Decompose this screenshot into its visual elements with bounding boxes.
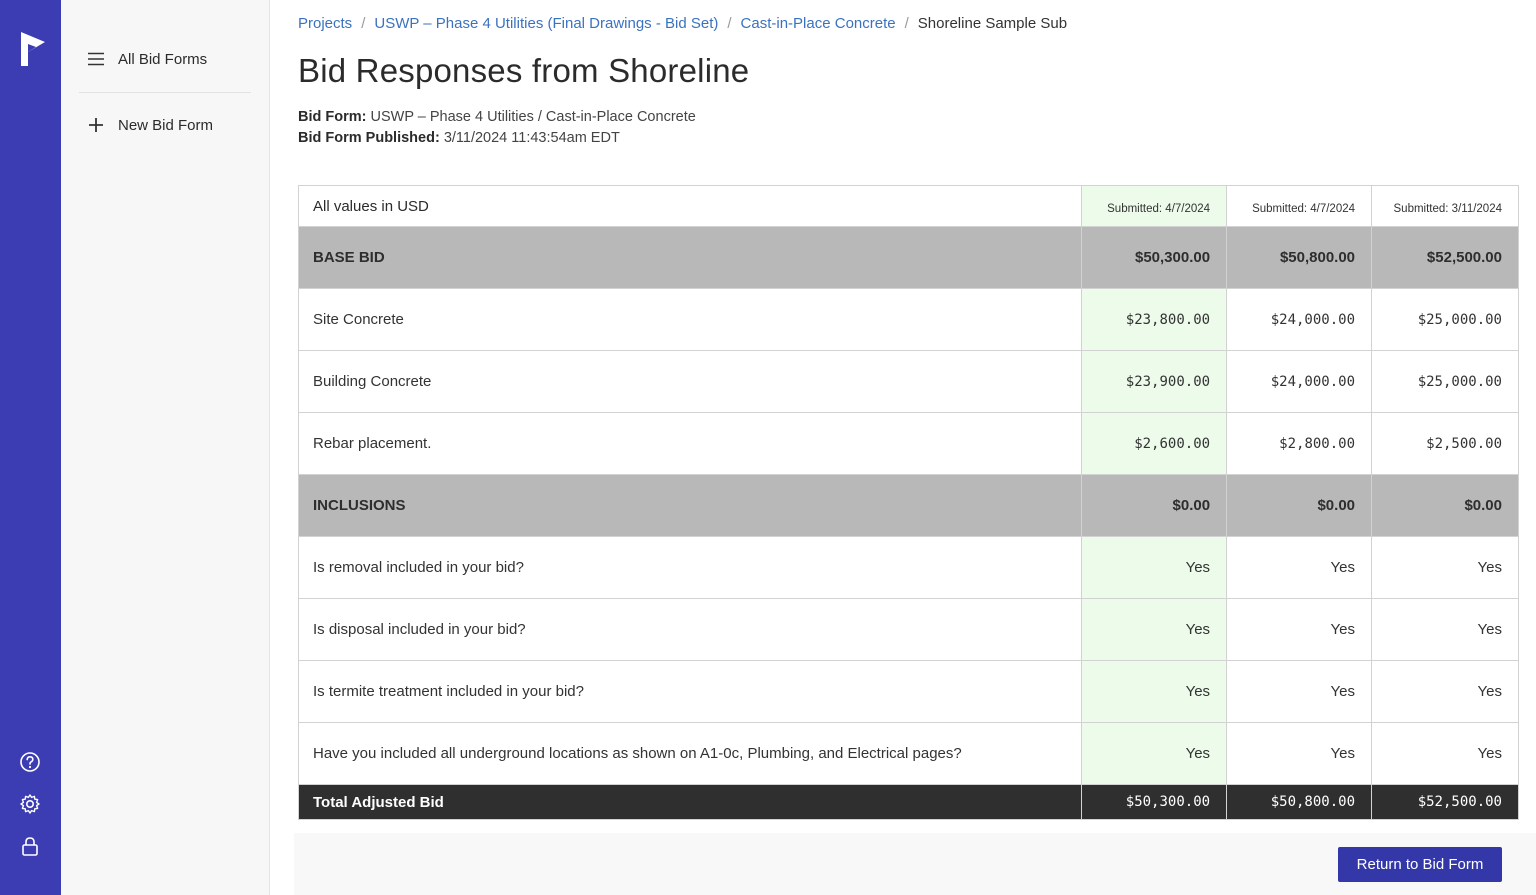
line-item-value: Yes	[1372, 661, 1519, 723]
breadcrumb-separator: /	[904, 15, 909, 32]
section-row-inclusions	[299, 475, 1519, 537]
help-icon[interactable]	[19, 751, 41, 773]
section-label: INCLUSIONS	[299, 475, 1082, 537]
published-label: Bid Form Published:	[298, 130, 440, 146]
line-item-value: $23,800.00	[1082, 289, 1227, 351]
section-value: $0.00	[1372, 475, 1519, 537]
nav-divider	[79, 92, 251, 93]
return-to-bid-form-button[interactable]: Return to Bid Form	[1338, 847, 1502, 882]
table-row	[299, 351, 1519, 413]
table-row	[299, 413, 1519, 475]
published-value: 3/11/2024 11:43:54am EDT	[443, 130, 620, 146]
section-value: $52,500.00	[1372, 227, 1519, 289]
breadcrumb-separator: /	[727, 15, 732, 32]
bid-form-value: USWP – Phase 4 Utilities / Cast-in-Place Concrete	[370, 109, 696, 125]
line-item-value: $2,500.00	[1372, 413, 1519, 475]
breadcrumb-current: Shoreline Sample Sub	[917, 15, 1068, 32]
line-item-value: Yes	[1372, 723, 1519, 785]
section-value: $0.00	[1227, 475, 1372, 537]
line-item-value: Yes	[1372, 537, 1519, 599]
section-row-base-bid	[299, 227, 1519, 289]
total-row	[299, 785, 1519, 820]
nav-new-bid-form-label: New Bid Form	[118, 116, 214, 134]
breadcrumb	[298, 15, 1067, 32]
total-label: Total Adjusted Bid	[299, 785, 1082, 820]
line-item-value: Yes	[1082, 599, 1227, 661]
table-header-row	[299, 186, 1519, 227]
line-item-value: $2,600.00	[1082, 413, 1227, 475]
nav-all-bid-forms-label: All Bid Forms	[118, 50, 208, 68]
line-item-value: $25,000.00	[1372, 289, 1519, 351]
line-item-label: Is termite treatment included in your bid?	[299, 661, 1082, 723]
side-nav	[61, 0, 270, 895]
table-row	[299, 661, 1519, 723]
line-item-value: $24,000.00	[1227, 351, 1372, 413]
line-item-value: Yes	[1227, 537, 1372, 599]
total-value: $50,800.00	[1227, 785, 1372, 820]
column-header: Submitted: 3/11/2024	[1372, 186, 1519, 227]
line-item-value: $24,000.00	[1227, 289, 1372, 351]
line-item-value: $25,000.00	[1372, 351, 1519, 413]
section-label: BASE BID	[299, 227, 1082, 289]
nav-new-bid-form[interactable]	[79, 105, 251, 145]
bid-form-info	[298, 109, 696, 125]
line-item-label: Rebar placement.	[299, 413, 1082, 475]
line-item-value: Yes	[1082, 661, 1227, 723]
line-item-value: $2,800.00	[1227, 413, 1372, 475]
breadcrumb-bid-package[interactable]: Cast-in-Place Concrete	[740, 15, 896, 32]
brand-logo-icon[interactable]	[18, 30, 48, 68]
table-row	[299, 599, 1519, 661]
table-row	[299, 537, 1519, 599]
line-item-label: Building Concrete	[299, 351, 1082, 413]
main-content	[270, 0, 1536, 895]
app-rail	[0, 0, 61, 895]
column-header: Submitted: 4/7/2024	[1082, 186, 1227, 227]
line-item-label: Is disposal included in your bid?	[299, 599, 1082, 661]
column-header: Submitted: 4/7/2024	[1227, 186, 1372, 227]
menu-icon	[87, 50, 105, 68]
currency-note: All values in USD	[299, 186, 1082, 227]
line-item-label: Have you included all underground locations as shown on A1-0c, Plumbing, and Electrical pages?	[299, 723, 1082, 785]
line-item-label: Site Concrete	[299, 289, 1082, 351]
plus-icon	[87, 116, 105, 134]
line-item-value: Yes	[1082, 537, 1227, 599]
line-item-value: Yes	[1227, 723, 1372, 785]
gear-icon[interactable]	[19, 793, 41, 815]
line-item-value: $23,900.00	[1082, 351, 1227, 413]
line-item-value: Yes	[1082, 723, 1227, 785]
bid-form-published-info	[298, 130, 620, 146]
nav-all-bid-forms[interactable]	[79, 39, 251, 79]
total-value: $50,300.00	[1082, 785, 1227, 820]
bid-form-label: Bid Form:	[298, 109, 367, 125]
line-item-value: Yes	[1227, 661, 1372, 723]
breadcrumb-project[interactable]: USWP – Phase 4 Utilities (Final Drawings - Bid Set)	[374, 15, 719, 32]
page-title: Bid Responses from Shoreline	[298, 52, 750, 89]
breadcrumb-projects[interactable]: Projects	[298, 15, 353, 32]
table-row	[299, 289, 1519, 351]
line-item-label: Is removal included in your bid?	[299, 537, 1082, 599]
section-value: $0.00	[1082, 475, 1227, 537]
line-item-value: Yes	[1227, 599, 1372, 661]
breadcrumb-separator: /	[361, 15, 366, 32]
bid-responses-table	[298, 185, 1519, 820]
table-row	[299, 723, 1519, 785]
lock-icon[interactable]	[19, 835, 41, 857]
line-item-value: Yes	[1372, 599, 1519, 661]
section-value: $50,300.00	[1082, 227, 1227, 289]
section-value: $50,800.00	[1227, 227, 1372, 289]
total-value: $52,500.00	[1372, 785, 1519, 820]
